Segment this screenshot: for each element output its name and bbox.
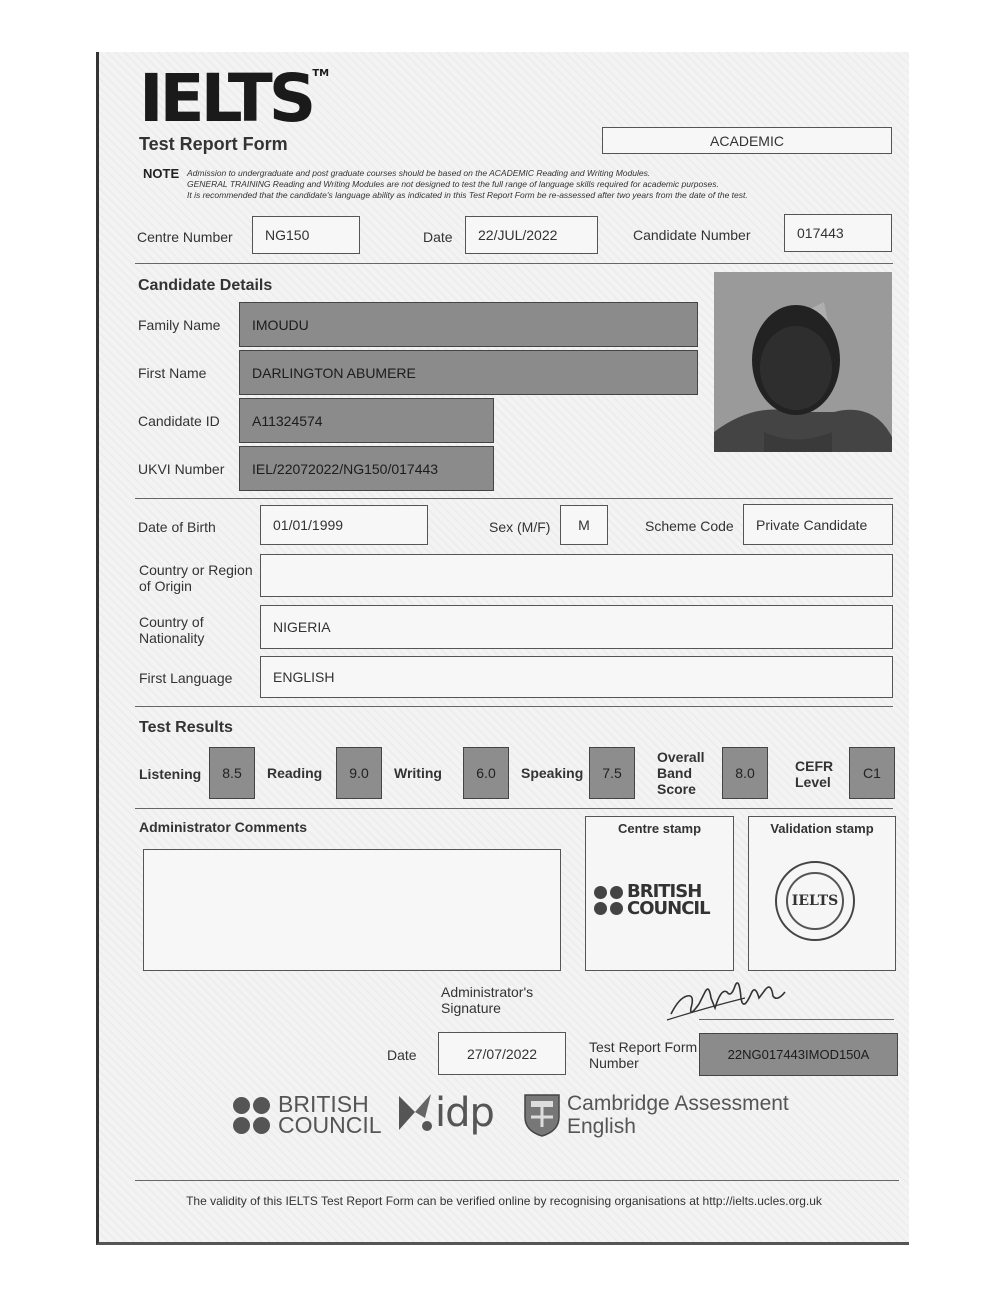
dob-label: Date of Birth	[138, 519, 216, 535]
admin-comments-field	[143, 849, 561, 971]
scheme-code-field: Private Candidate	[743, 504, 893, 545]
family-name-label: Family Name	[138, 317, 221, 333]
divider	[135, 263, 893, 264]
centre-number-label: Centre Number	[137, 229, 233, 245]
centre-number-field: NG150	[252, 216, 360, 254]
admin-comments-label: Administrator Comments	[139, 819, 308, 835]
test-results-heading: Test Results	[139, 719, 233, 736]
candidate-id-field: A11324574	[239, 398, 494, 443]
overall-band-score: 8.0	[722, 747, 768, 799]
trf-number-label: Test Report Form Number	[589, 1039, 698, 1071]
british-council-dots-icon	[594, 886, 623, 915]
candidate-id-label: Candidate ID	[138, 413, 220, 429]
note-label: NOTE	[143, 166, 180, 181]
dob-field: 01/01/1999	[260, 505, 428, 545]
validation-stamp-box	[748, 816, 896, 971]
writing-label: Writing	[394, 765, 442, 781]
verification-footer: The validity of this IELTS Test Report Form can be verified online by recognising organisations at http://ielts.ucles.org.uk	[186, 1194, 822, 1208]
date-label: Date	[423, 229, 453, 245]
signature-line	[699, 1019, 894, 1020]
scheme-code-label: Scheme Code	[645, 518, 734, 534]
first-language-label: First Language	[139, 670, 233, 686]
family-name-field: IMOUDU	[239, 302, 698, 347]
writing-score: 6.0	[463, 747, 509, 799]
cambridge-logo: Cambridge Assessment English	[523, 1092, 789, 1138]
centre-stamp-label: Centre stamp	[617, 821, 702, 836]
candidate-details-heading: Candidate Details	[138, 277, 273, 294]
validation-stamp-label: Validation stamp	[770, 821, 874, 836]
candidate-number-field: 017443	[784, 214, 892, 252]
sex-field: M	[560, 505, 608, 545]
candidate-photo	[714, 272, 892, 452]
country-origin-field	[260, 554, 893, 597]
cambridge-shield-icon	[523, 1093, 561, 1137]
cefr-level-score: C1	[849, 747, 895, 799]
date-field: 22/JUL/2022	[465, 216, 598, 254]
divider	[135, 498, 893, 499]
first-name-field: DARLINGTON ABUMERE	[239, 350, 698, 395]
trf-number-field: 22NG017443IMOD150A	[699, 1033, 898, 1076]
speaking-label: Speaking	[521, 765, 584, 781]
country-origin-label: Country or Region of Origin	[139, 562, 253, 594]
centre-stamp-box	[585, 816, 734, 971]
divider	[135, 1180, 899, 1181]
administrator-signature	[665, 968, 795, 1024]
idp-logo: idp	[395, 1090, 494, 1136]
ukvi-number-label: UKVI Number	[138, 461, 225, 477]
british-council-dots-icon	[233, 1097, 270, 1134]
first-name-label: First Name	[138, 365, 207, 381]
speaking-score: 7.5	[589, 747, 635, 799]
idp-mark-icon	[395, 1090, 435, 1136]
overall-band-label: Overall Band Score	[657, 749, 705, 797]
british-council-stamp: BRITISH COUNCIL	[594, 883, 710, 917]
form-title: Test Report Form	[139, 134, 288, 154]
nationality-field: NIGERIA	[260, 605, 893, 649]
candidate-number-label: Candidate Number	[633, 227, 751, 243]
ielts-logo: IELTS™	[139, 60, 330, 137]
british-council-logo: BRITISH COUNCIL	[233, 1094, 382, 1136]
module-field: ACADEMIC	[602, 127, 892, 154]
admin-date-field: 27/07/2022	[438, 1032, 566, 1075]
test-report-form	[96, 52, 909, 1245]
cefr-level-label: CEFR Level	[795, 758, 834, 790]
signature-label: Administrator's Signature	[441, 984, 534, 1016]
listening-label: Listening	[139, 766, 202, 782]
note-text: Admission to undergraduate and post graduate courses should be based on the ACADEMIC Reading and Writing Modules. GENERAL TRAINING Reading and Writing Modules are not designed to test the full range of language skills required for academic purposes. It is recommended that the candidate's language ability as indicated in this Test Report Form be re-assessed after two years from the date of the test.	[187, 168, 748, 200]
nationality-label: Country of Nationality	[139, 614, 205, 646]
first-language-field: ENGLISH	[260, 656, 893, 698]
divider	[135, 706, 893, 707]
ielts-validation-seal: IELTS	[775, 861, 855, 941]
reading-score: 9.0	[336, 747, 382, 799]
divider	[135, 808, 893, 809]
admin-date-label: Date	[387, 1047, 417, 1063]
ukvi-number-field: IEL/22072022/NG150/017443	[239, 446, 494, 491]
reading-label: Reading	[267, 765, 323, 781]
sex-label: Sex (M/F)	[489, 519, 551, 535]
listening-score: 8.5	[209, 747, 255, 799]
